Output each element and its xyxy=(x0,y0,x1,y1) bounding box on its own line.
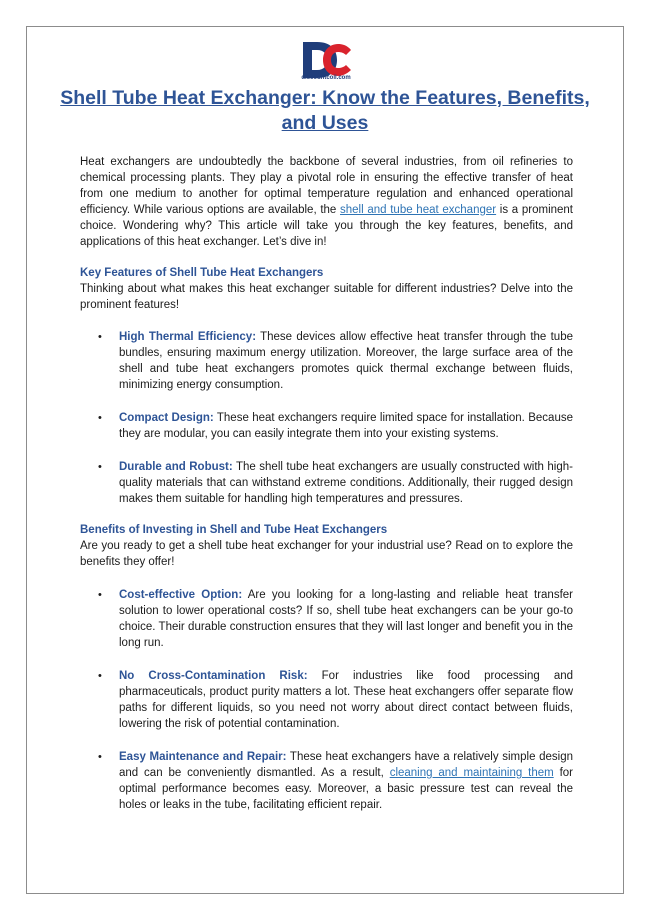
benefit-title: Easy Maintenance and Repair: xyxy=(119,751,287,763)
benefit-text: For industries like food processing and pharmaceuticals, product purity matters a lot. These heat exchangers offer separate flow paths for different liquids, so you need not worry about direct contact between fluids, lowering the risk of potential contamination. xyxy=(119,670,574,730)
benefit-title: Cost-effective Option: xyxy=(119,589,243,601)
bullet-icon: • xyxy=(98,461,102,473)
feature-title: Durable and Robust: xyxy=(119,461,233,473)
feature-text: These devices allow effective heat transfer through the tube bundles, ensuring maximum energy utilization. Moreover, the large surface area of the shell and tube heat exchangers promotes quick thermal exchange between fluids, minimizing energy consumption. xyxy=(119,331,573,391)
feature-item xyxy=(119,410,573,442)
intro-paragraph xyxy=(80,154,573,250)
cleaning-maintaining-link[interactable]: cleaning and maintaining them xyxy=(389,767,554,779)
feature-text: The shell tube heat exchangers are usually constructed with high-quality materials that can withstand extreme conditions. Additionally, their rugged design makes them suitable for handling high temperatures and pressures. xyxy=(119,461,573,505)
features-intro: Thinking about what makes this heat exchanger suitable for different industries? Delve into the prominent features! xyxy=(80,283,573,311)
benefit-item xyxy=(119,587,573,651)
benefit-text: Are you looking for a long-lasting and reliable heat transfer solution to lower operational costs? If so, shell tube heat exchangers can be your go-to choice. Their durable construction ensures that they will last longer and benefit you in the long run. xyxy=(119,589,573,649)
logo-caption: discountcoil.com xyxy=(301,75,351,81)
feature-title: Compact Design: xyxy=(119,412,214,424)
bullet-icon: • xyxy=(98,412,102,424)
bullet-icon: • xyxy=(98,670,102,682)
feature-title: High Thermal Efficiency: xyxy=(119,331,257,343)
bullet-icon: • xyxy=(98,751,102,763)
benefit-item xyxy=(119,668,573,732)
page-title: Shell Tube Heat Exchanger: Know the Features, Benefits, and Uses xyxy=(60,87,590,134)
feature-item xyxy=(119,459,573,507)
benefits-heading: Benefits of Investing in Shell and Tube Heat Exchangers xyxy=(80,524,388,536)
benefit-item xyxy=(119,749,573,813)
benefit-title: No Cross-Contamination Risk: xyxy=(119,670,308,682)
benefits-intro: Are you ready to get a shell tube heat exchanger for your industrial use? Read on to explore the benefits they offer! xyxy=(80,540,573,568)
intro-text-start: Heat exchangers are undoubtedly the backbone of several industries, from oil refineries to chemical processing plants. They play a pivotal role in ensuring the effective transfer of heat from one medium to another for optimal temperature regulation and enhanced operational efficiency. While various options are available, the xyxy=(80,156,573,216)
bullet-icon: • xyxy=(98,331,102,343)
benefit-text: These heat exchangers have a relatively simple design and can be conveniently dismantled. As a result, xyxy=(119,751,574,779)
intro-text-end: is a prominent choice. Wondering why? This article will take you through the key features, benefits, and applications of this heat exchanger. Let’s dive in! xyxy=(80,204,574,248)
benefit-text: for optimal performance becomes easy. Moreover, a basic pressure test can reveal the holes or leaks in the tube, facilitating efficient repair. xyxy=(119,767,573,811)
shell-and-tube-link[interactable]: shell and tube heat exchanger xyxy=(340,204,497,216)
features-heading: Key Features of Shell Tube Heat Exchangers xyxy=(80,267,324,279)
feature-item xyxy=(119,329,573,393)
feature-text: These heat exchangers require limited space for installation. Because they are modular, you can easily integrate them into your existing systems. xyxy=(119,412,573,440)
bullet-icon: • xyxy=(98,589,102,601)
